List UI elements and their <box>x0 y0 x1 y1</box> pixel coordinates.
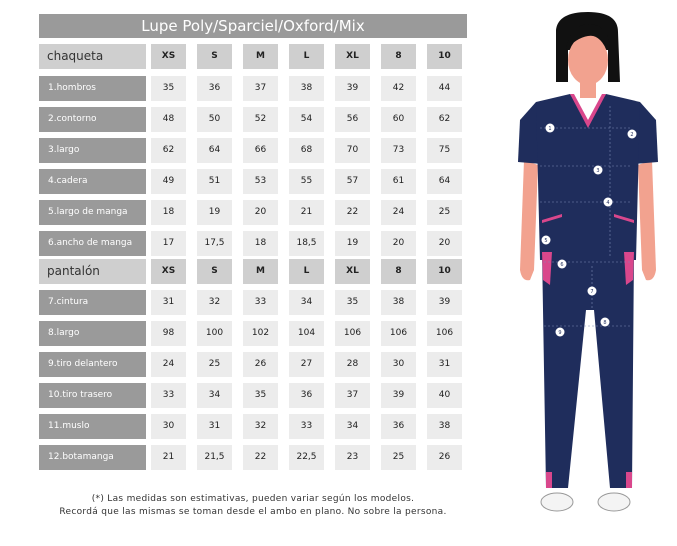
pantalon-cell: 25 <box>381 445 416 470</box>
chaqueta-cell: 52 <box>243 107 278 132</box>
chaqueta-row-label: 2.contorno <box>39 107 146 132</box>
pantalon-cell: 35 <box>335 290 370 315</box>
chaqueta-cell: 18 <box>243 231 278 256</box>
pantalon-size-l-header: L <box>289 259 324 284</box>
chaqueta-cell: 68 <box>289 138 324 163</box>
measure-marker-3 <box>594 166 603 175</box>
chaqueta-cell: 73 <box>381 138 416 163</box>
pantalon-row-label: 11.muslo <box>39 414 146 439</box>
pantalon-cell: 36 <box>381 414 416 439</box>
left-shoe <box>541 493 573 511</box>
chaqueta-cell: 25 <box>427 200 462 225</box>
pantalon-cell: 30 <box>381 352 416 377</box>
chaqueta-cell: 49 <box>151 169 186 194</box>
pantalon-cell: 106 <box>335 321 370 346</box>
chaqueta-cell: 61 <box>381 169 416 194</box>
pantalon-cell: 100 <box>197 321 232 346</box>
pantalon-cell: 35 <box>243 383 278 408</box>
chaqueta-cell: 53 <box>243 169 278 194</box>
pantalon-row-label: 10.tiro trasero <box>39 383 146 408</box>
chaqueta-cell: 21 <box>289 200 324 225</box>
svg-text:3: 3 <box>596 168 600 174</box>
pantalon-cell: 34 <box>197 383 232 408</box>
chaqueta-cell: 19 <box>197 200 232 225</box>
pantalon-cell: 40 <box>427 383 462 408</box>
chaqueta-cell: 39 <box>335 76 370 101</box>
chaqueta-cell: 70 <box>335 138 370 163</box>
pantalon-cell: 30 <box>151 414 186 439</box>
pantalon-cell: 22,5 <box>289 445 324 470</box>
measure-marker-6 <box>558 260 567 269</box>
chaqueta-row-label: 3.largo <box>39 138 146 163</box>
chaqueta-cell: 64 <box>197 138 232 163</box>
pantalon-row-label: 8.largo <box>39 321 146 346</box>
pantalon-cell: 104 <box>289 321 324 346</box>
chaqueta-row-label: 4.cadera <box>39 169 146 194</box>
pantalon-cell: 31 <box>427 352 462 377</box>
chaqueta-cell: 57 <box>335 169 370 194</box>
pantalon-cell: 106 <box>427 321 462 346</box>
chaqueta-cell: 18 <box>151 200 186 225</box>
neck <box>580 82 596 98</box>
pantalon-size-s-header: S <box>197 259 232 284</box>
pantalon-cell: 39 <box>381 383 416 408</box>
pantalon-cell: 31 <box>151 290 186 315</box>
chaqueta-cell: 37 <box>243 76 278 101</box>
measure-marker-8 <box>601 318 610 327</box>
pantalon-cell: 34 <box>335 414 370 439</box>
pantalon-cell: 32 <box>243 414 278 439</box>
pantalon-cell: 39 <box>427 290 462 315</box>
chaqueta-cell: 20 <box>427 231 462 256</box>
scrub-pants <box>542 250 634 488</box>
chaqueta-header: chaqueta <box>39 44 146 69</box>
pantalon-row-label: 9.tiro delantero <box>39 352 146 377</box>
svg-text:6: 6 <box>560 262 564 268</box>
measure-marker-9 <box>556 328 565 337</box>
pantalon-row-label: 7.cintura <box>39 290 146 315</box>
svg-text:1: 1 <box>548 126 552 132</box>
chaqueta-cell: 19 <box>335 231 370 256</box>
left-arm <box>520 160 538 280</box>
svg-text:7: 7 <box>590 289 594 295</box>
pantalon-cell: 25 <box>197 352 232 377</box>
measure-marker-1 <box>546 124 555 133</box>
pantalon-cell: 31 <box>197 414 232 439</box>
chaqueta-cell: 38 <box>289 76 324 101</box>
right-shoe <box>598 493 630 511</box>
pantalon-cell: 37 <box>335 383 370 408</box>
chaqueta-cell: 24 <box>381 200 416 225</box>
chaqueta-cell: 62 <box>151 138 186 163</box>
pantalon-header: pantalón <box>39 259 146 284</box>
chaqueta-cell: 62 <box>427 107 462 132</box>
chaqueta-cell: 35 <box>151 76 186 101</box>
chaqueta-size-s-header: S <box>197 44 232 69</box>
chaqueta-cell: 54 <box>289 107 324 132</box>
chaqueta-size-xs-header: XS <box>151 44 186 69</box>
pantalon-size-m-header: M <box>243 259 278 284</box>
pantalon-cell: 34 <box>289 290 324 315</box>
pantalon-cell: 27 <box>289 352 324 377</box>
note-line-2: Recordá que las mismas se toman desde el ambo en plano. No sobre la persona. <box>59 507 447 517</box>
pantalon-cell: 21,5 <box>197 445 232 470</box>
chaqueta-row-label: 6.ancho de manga <box>39 231 146 256</box>
chaqueta-cell: 60 <box>381 107 416 132</box>
pantalon-size-xl-header: XL <box>335 259 370 284</box>
chaqueta-cell: 20 <box>243 200 278 225</box>
chaqueta-cell: 42 <box>381 76 416 101</box>
pantalon-size-xs-header: XS <box>151 259 186 284</box>
chaqueta-cell: 51 <box>197 169 232 194</box>
pantalon-size-10-header: 10 <box>427 259 462 284</box>
pantalon-row-label: 12.botamanga <box>39 445 146 470</box>
pantalon-cell: 26 <box>243 352 278 377</box>
pantalon-cell: 33 <box>243 290 278 315</box>
pantalon-cell: 24 <box>151 352 186 377</box>
chaqueta-row-label: 5.largo de manga <box>39 200 146 225</box>
chaqueta-size-10-header: 10 <box>427 44 462 69</box>
pantalon-cell: 22 <box>243 445 278 470</box>
chaqueta-cell: 56 <box>335 107 370 132</box>
svg-text:4: 4 <box>606 200 610 206</box>
table-title: Lupe Poly/Sparciel/Oxford/Mix <box>39 14 467 38</box>
measure-marker-7 <box>588 287 597 296</box>
measure-marker-5 <box>542 236 551 245</box>
scrub-top <box>536 94 640 260</box>
right-arm <box>638 160 656 280</box>
chaqueta-cell: 22 <box>335 200 370 225</box>
pantalon-cell: 98 <box>151 321 186 346</box>
svg-text:2: 2 <box>630 132 634 138</box>
svg-text:5: 5 <box>544 238 548 244</box>
scrubs-model-illustration <box>510 10 670 525</box>
svg-text:8: 8 <box>603 320 607 326</box>
chaqueta-cell: 17 <box>151 231 186 256</box>
pantalon-cell: 38 <box>381 290 416 315</box>
hem-trim-left <box>546 472 552 488</box>
pantalon-cell: 38 <box>427 414 462 439</box>
pantalon-cell: 33 <box>151 383 186 408</box>
measure-marker-4 <box>604 198 613 207</box>
note-line-1: (*) Las medidas son estimativas, pueden variar según los modelos. <box>91 494 415 504</box>
chaqueta-cell: 20 <box>381 231 416 256</box>
chaqueta-cell: 44 <box>427 76 462 101</box>
chaqueta-row-label: 1.hombros <box>39 76 146 101</box>
pantalon-cell: 33 <box>289 414 324 439</box>
svg-text:9: 9 <box>558 330 562 336</box>
pantalon-cell: 106 <box>381 321 416 346</box>
pantalon-cell: 32 <box>197 290 232 315</box>
hem-trim-right <box>626 472 632 488</box>
pantalon-cell: 28 <box>335 352 370 377</box>
chaqueta-cell: 75 <box>427 138 462 163</box>
pantalon-cell: 26 <box>427 445 462 470</box>
pantalon-cell: 36 <box>289 383 324 408</box>
chaqueta-size-l-header: L <box>289 44 324 69</box>
measure-marker-2 <box>628 130 637 139</box>
pantalon-cell: 21 <box>151 445 186 470</box>
chaqueta-cell: 18,5 <box>289 231 324 256</box>
chaqueta-cell: 48 <box>151 107 186 132</box>
pantalon-size-8-header: 8 <box>381 259 416 284</box>
face <box>568 35 608 85</box>
chaqueta-cell: 36 <box>197 76 232 101</box>
chaqueta-cell: 50 <box>197 107 232 132</box>
chaqueta-cell: 64 <box>427 169 462 194</box>
pantalon-cell: 102 <box>243 321 278 346</box>
pantalon-cell: 23 <box>335 445 370 470</box>
chaqueta-size-xl-header: XL <box>335 44 370 69</box>
chaqueta-cell: 55 <box>289 169 324 194</box>
chaqueta-cell: 17,5 <box>197 231 232 256</box>
chaqueta-size-m-header: M <box>243 44 278 69</box>
chaqueta-size-8-header: 8 <box>381 44 416 69</box>
chaqueta-cell: 66 <box>243 138 278 163</box>
